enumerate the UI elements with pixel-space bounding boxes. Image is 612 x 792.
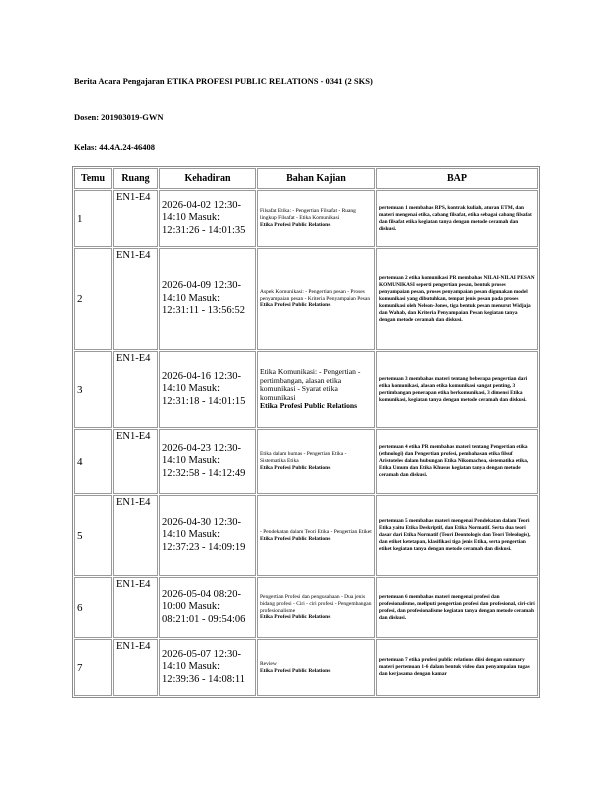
column-header-temu: Temu <box>74 168 112 189</box>
cell-temu: 6 <box>74 577 112 638</box>
cell-ruang: EN1-E4 <box>113 190 158 247</box>
cell-bahan-kajian <box>257 577 375 638</box>
cell-bap: pertemuan 4 etika PR membahas materi tentang Pengertian etika (ethnologi) dan Pengertian profesi, pembahasan etika filsuf Aristoteles dalam hubungan Etika Nikomachea, sistematika etika, Etika Umum dan Etika Khusus kegiatan tanya dengan metode ceramah dan diskusi. <box>376 429 538 494</box>
cell-temu: 7 <box>74 639 112 696</box>
cell-temu: 4 <box>74 429 112 494</box>
cell-bap: pertemuan 6 membahas materi mengenai profesi dan profesionalisme, meliputi pengertian profesi dan profesional, ciri-ciri profesi, dan profesionalisme kegiatan tanya dengan metode ceramah dan diskusi. <box>376 577 538 638</box>
cell-temu: 3 <box>74 351 112 428</box>
teaching-record-table <box>72 166 540 698</box>
class-label: Kelas: 44.4A.24-46408 <box>74 142 155 152</box>
page-title: Berita Acara Pengajaran ETIKA PROFESI PUBLIC RELATIONS - 0341 (2 SKS) <box>74 76 373 86</box>
cell-bap: pertemuan 5 membahas materi mengenai Pendekatan dalam Teori Etika yaitu Etika Deskriptif, dan Etika Normatif. Serta dua teori dasar dari Etika Normatif (Teori Deontologis dan Teori Teleologis), dan etiket ketetapan, klasifikasi tiga jenis Etika, serta pengertian etiket kegiatan tanya dengan metode ceramah dan diskusi. <box>376 495 538 576</box>
table-row <box>74 190 538 247</box>
cell-ruang: EN1-E4 <box>113 351 158 428</box>
cell-kehadiran: 2026-04-16 12:30-14:10 Masuk: 12:31:18 - 14:01:15 <box>159 351 256 428</box>
table-row <box>74 639 538 696</box>
cell-ruang: EN1-E4 <box>113 429 158 494</box>
lecturer-label: Dosen: 201903019-GWN <box>74 112 164 122</box>
table-row <box>74 351 538 428</box>
bahan-course: Etika Profesi Public Relations <box>260 302 331 309</box>
bahan-topic: Aspek Komunikasi: - Pengertian pesan - Proses penyampaian pesan - Kriteria Penyampaian Pesan <box>260 288 371 302</box>
cell-kehadiran: 2026-05-04 08:20-10:00 Masuk: 08:21:01 - 09:54:06 <box>159 577 256 638</box>
cell-temu: 1 <box>74 190 112 247</box>
cell-bap: pertemuan 2 etika komunikasi PR membahas NILAI-NILAI PESAN KOMUNIKASI seperti pengertian pesan, bentuk proses penyampaian pesan, proses penyampaian pesan digunakan model komunikasi yang dibutuhkan, tempat jenis pesan pada proses komunikasi oleh Nelson-Jones, tiga bentuk pesan menurut Widjaja dan Wahab, dan Kriteria Penyampaian Pesan kegiatan tanya dengan metode ceramah dan diskusi. <box>376 248 538 350</box>
table-row <box>74 248 538 350</box>
bahan-course: Etika Profesi Public Relations <box>260 535 331 542</box>
cell-ruang: EN1-E4 <box>113 577 158 638</box>
cell-bahan-kajian <box>257 639 375 696</box>
cell-temu: 2 <box>74 248 112 350</box>
bahan-topic: Pengertian Profesi dan pengusahaan - Dua jenis bidang profesi - Ciri - ciri profesi - Pengembangan profesionalisme <box>260 593 372 614</box>
table-header-row <box>74 168 538 189</box>
bahan-topic: Review <box>260 660 277 667</box>
column-header-ruang: Ruang <box>113 168 158 189</box>
cell-bahan-kajian <box>257 351 375 428</box>
table-row <box>74 429 538 494</box>
cell-bap: pertemuan 1 membahas RPS, kontrak kuliah, aturan ETM, dan materi mengenai etika, cabang filsafat, etika sebagai cabang filsafat dan filsafat etika kegiatan tanya dengan metode ceramah dan diskusi. <box>376 190 538 247</box>
bahan-course: Etika Profesi Public Relations <box>260 221 331 228</box>
bahan-topic: Etika Komunikasi: - Pengertian - pertimbangan, alasan etika komunikasi - Syarat etika komunikasi <box>260 367 361 402</box>
cell-kehadiran: 2026-04-23 12:30-14:10 Masuk: 12:32:58 - 14:12:49 <box>159 429 256 494</box>
cell-kehadiran: 2026-05-07 12:30-14:10 Masuk: 12:39:36 - 14:08:11 <box>159 639 256 696</box>
bahan-course: Etika Profesi Public Relations <box>260 614 331 621</box>
bahan-topic: Etika dalam humas - Pengertian Etika - Sistematika Etika <box>260 451 347 465</box>
bahan-topic: Filsafat Etika: - Pengertian Filsafat - Ruang lingkup Filsafat - Etika Komunikasi <box>260 208 356 222</box>
cell-bap: pertemuan 7 etika profesi public relations diisi dengan summary materi pertemuan 1-6 dalam bentuk video dan penyampaian tugas dan kerjasama dengan kamar <box>376 639 538 696</box>
cell-ruang: EN1-E4 <box>113 495 158 576</box>
bahan-course: Etika Profesi Public Relations <box>260 667 331 674</box>
cell-kehadiran: 2026-04-02 12:30-14:10 Masuk: 12:31:26 - 14:01:35 <box>159 190 256 247</box>
cell-bap: pertemuan 3 membahas materi tentang beberapa pengertian dari etika komunikasi, alasan etika komunikasi sangat penting, 3 pertimbangan penerapan etika berkomunikasi, 3 dimensi Etika komunikasi, kegiatan tanya dengan metode ceramah dan diskusi. <box>376 351 538 428</box>
bahan-course: Etika Profesi Public Relations <box>260 464 331 471</box>
cell-kehadiran: 2026-04-09 12:30-14:10 Masuk: 12:31:11 - 13:56:52 <box>159 248 256 350</box>
cell-ruang: EN1-E4 <box>113 248 158 350</box>
cell-bahan-kajian <box>257 495 375 576</box>
table-row <box>74 495 538 576</box>
cell-bahan-kajian <box>257 190 375 247</box>
column-header-bap: BAP <box>376 168 538 189</box>
cell-bahan-kajian <box>257 248 375 350</box>
column-header-bahan-kajian: Bahan Kajian <box>257 168 375 189</box>
cell-kehadiran: 2026-04-30 12:30-14:10 Masuk: 12:37:23 - 14:09:19 <box>159 495 256 576</box>
cell-bahan-kajian <box>257 429 375 494</box>
cell-temu: 5 <box>74 495 112 576</box>
bahan-topic: - Pendekatan dalam Teori Etika - Pengertian Etiket <box>260 528 372 535</box>
cell-ruang: EN1-E4 <box>113 639 158 696</box>
column-header-kehadiran: Kehadiran <box>159 168 256 189</box>
table-row <box>74 577 538 638</box>
bahan-course: Etika Profesi Public Relations <box>260 401 358 411</box>
